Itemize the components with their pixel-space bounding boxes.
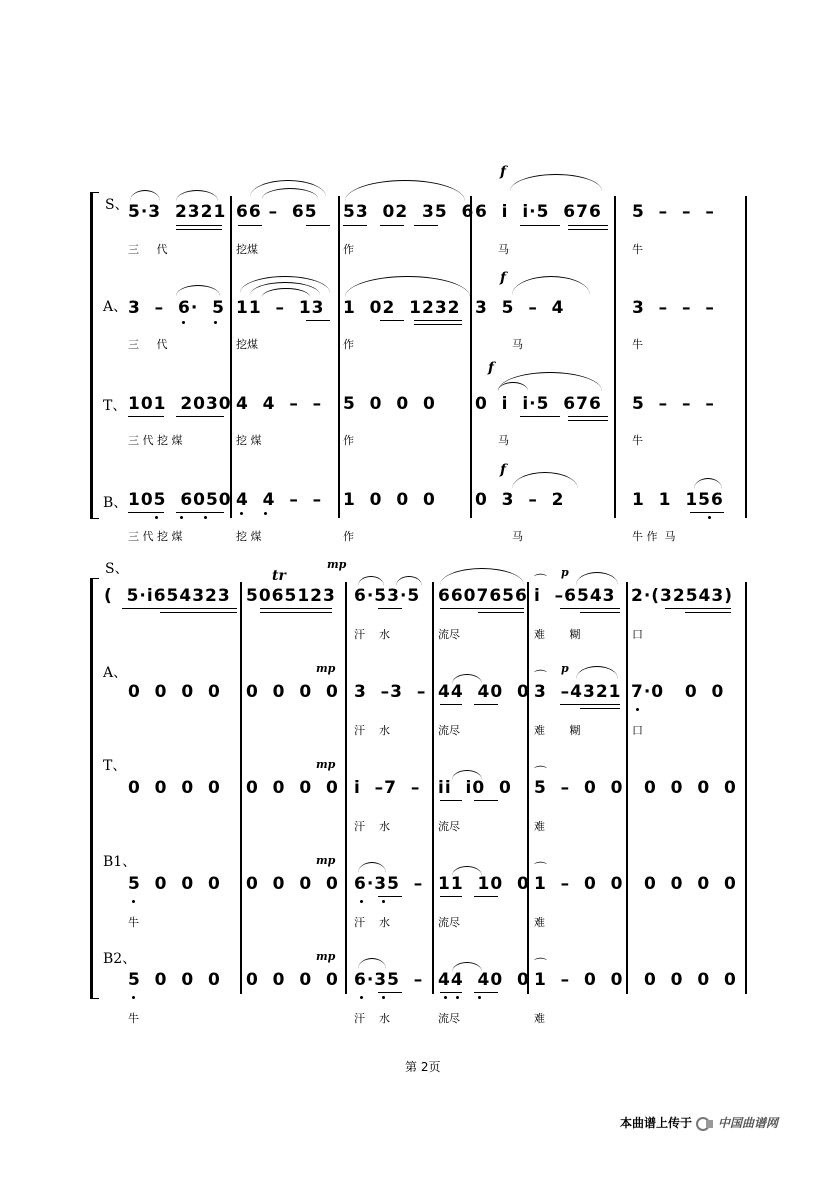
lyric: 流尽 [438,724,460,737]
octave-dot [155,516,158,519]
trill-mark: tr [272,568,286,584]
voice-label-soprano: S、 [105,197,129,213]
measure-notes: 3 –4321 [534,682,622,702]
octave-dot [636,708,639,711]
octave-dot [182,321,185,324]
system-bracket [90,192,93,518]
octave-dot [132,996,135,999]
measure-notes: 11 – 13 [236,298,325,318]
slur [452,770,482,780]
underline [568,416,608,417]
slur [452,962,482,972]
measure-notes: 6·35 – [354,874,424,894]
measure-notes: 0 0 0 0 [128,682,221,702]
dynamic-piano: p [561,662,569,675]
lyric: 汗 水 [354,628,390,641]
underline [580,612,620,613]
barline [240,582,242,994]
slur [512,276,590,295]
lyric: 三 代 挖 煤 [128,530,183,543]
octave-dot [360,996,363,999]
underline [122,608,237,609]
dynamic-mezzo-piano: mp [316,758,336,771]
barline [470,196,472,518]
underline [378,992,402,993]
lyric: 挖 煤 [236,434,262,447]
underline [560,704,620,705]
measure-notes: 3 5 – 4 [475,298,565,318]
slur [345,180,465,201]
underline [474,704,498,705]
underline [260,612,332,613]
dynamic-forte: f [500,270,507,286]
lyric: 三 代 [128,338,168,351]
underline [380,225,404,226]
octave-dot [180,516,183,519]
fermata-icon: ⌒ [534,670,548,685]
slur [452,866,482,876]
octave-dot [708,516,711,519]
measure-notes: 1 – 0 0 [534,874,624,894]
slur [358,862,386,873]
lyric: 作 [343,530,354,543]
lyric: 牛 [632,434,643,447]
underline [520,225,560,226]
octave-dot [478,996,481,999]
voice-label-alto: A、 [103,665,128,681]
lyric: 牛 [128,916,139,929]
measure-notes: 0 0 0 0 [644,970,737,990]
measure-notes: 4 4 – – [236,394,323,414]
underline [238,225,262,226]
measure-notes: 4 4 – – [236,490,323,510]
lyric: 作 [343,338,354,351]
lyric: 汗 水 [354,916,390,929]
underline [440,704,462,705]
lyric: 口 [632,628,643,641]
bracket-top [90,192,99,193]
underline [414,324,462,325]
bracket-bottom [90,518,99,519]
lyric: 难 [534,1012,545,1025]
measure-notes: 0 0 0 0 [246,778,339,798]
barline [338,196,340,518]
dynamic-mezzo-piano: mp [316,662,336,675]
voice-label-tenor: T、 [103,398,127,414]
lyric: 汗 水 [354,1012,390,1025]
underline [568,420,608,421]
dynamic-mezzo-piano: mp [316,854,336,867]
fermata-icon: ⌒ [534,958,548,973]
underline [160,612,237,613]
underline [343,225,367,226]
underline [478,612,524,613]
slur [396,576,422,586]
barline [345,582,347,994]
underline [474,992,498,993]
upload-text: 本曲谱上传于 [620,1116,693,1130]
measure-notes: 0 0 0 0 [128,778,221,798]
dynamic-piano: p [561,566,569,579]
slur [358,576,384,586]
system-bracket [90,578,93,998]
lyric: 难 [534,820,545,833]
octave-dot [360,900,363,903]
underline [260,608,332,609]
lyric: 三 代 [128,243,168,256]
barline [614,196,616,518]
page-number: 第 2页 [405,1060,441,1074]
measure-notes: 66 – 65 [236,202,318,222]
measure-notes: 6·35 – [354,970,424,990]
measure-notes: 53 02 35 6 [343,202,475,222]
dynamic-forte: f [488,360,495,376]
measure-notes: 0 0 0 0 [644,778,737,798]
lyric: 汗 水 [354,724,390,737]
lyric: 难 糊 [534,628,581,641]
measure-notes: 5 – – – [632,202,715,222]
dynamic-mezzo-piano: mp [316,950,336,963]
octave-dot [444,996,447,999]
measure-notes: 101 2030 [128,394,232,414]
measure-notes: 3 – 6· 5 [128,298,225,318]
measure-notes: 11 10 0 [438,874,530,894]
slur [176,285,220,296]
voice-label-alto: A、 [103,299,128,315]
underline [520,416,560,417]
voice-label-tenor: T、 [103,758,127,774]
underline [176,512,224,513]
underline [306,320,330,321]
lyric: 难 糊 [534,724,581,737]
voice-label-bass-2: B2、 [103,951,137,967]
lyric: 牛 [632,338,643,351]
voice-label-bass-1: B1、 [103,854,137,870]
measure-notes: 5 – 0 0 [534,778,624,798]
underline [128,416,164,417]
voice-label-bass: B、 [103,495,128,511]
lyric: 三 代 挖 煤 [128,434,183,447]
measure-notes: 44 40 0 [438,682,530,702]
underline [378,608,402,609]
underline [474,800,498,801]
lyric: 流尽 [438,916,460,929]
octave-dot [240,512,243,515]
measure-notes: i –7 – [354,778,421,798]
measure-notes: ( 5·i654323 [104,586,231,606]
underline [568,225,608,226]
site-logo-icon [696,1116,714,1130]
lyric: 口 [632,724,643,737]
measure-notes: 7·0 0 0 [631,682,725,702]
lyric: 难 [534,916,545,929]
fermata-icon: ⌒ [534,766,548,781]
measure-notes: 1 – 0 0 [534,970,624,990]
underline [440,608,524,609]
lyric: 马 [498,434,509,447]
octave-dot [132,900,135,903]
voice-label-soprano: S、 [105,561,129,577]
measure-notes: 1 02 1232 [343,298,461,318]
octave-dot [382,996,385,999]
barline [745,582,747,994]
slur [452,674,482,684]
lyric: 作 [343,434,354,447]
measure-notes: 0 3 – 2 [475,490,565,510]
underline [176,225,222,226]
lyric: 马 [512,530,523,543]
measure-notes: 1 0 0 0 [343,490,436,510]
slur [512,472,578,489]
underline [414,320,462,321]
barline [432,582,434,994]
lyric: 牛 [632,243,643,256]
underline [380,320,404,321]
measure-notes: 0 0 0 0 [246,682,339,702]
lyric: 汗 水 [354,820,390,833]
measure-notes: 6 i i·5 676 [475,202,602,222]
barline [527,582,529,994]
underline [176,229,222,230]
octave-dot [204,516,207,519]
underline [414,225,438,226]
underline [306,225,330,226]
octave-dot [264,512,267,515]
dynamic-forte: f [500,462,507,478]
measure-notes: 105 6050 [128,490,232,510]
dynamic-forte: f [500,164,507,180]
octave-dot [214,321,217,324]
lyric: 流尽 [438,1012,460,1025]
underline [580,708,620,709]
slur [510,174,602,191]
measure-notes: 2·(32543) [631,586,733,606]
measure-notes: 0 0 0 0 [246,874,339,894]
slur [576,666,618,679]
octave-dot [382,900,385,903]
barline [230,196,232,518]
slur [694,478,722,489]
measure-notes: 0 0 0 0 [644,874,737,894]
footer-credit [620,1114,778,1131]
lyric: 挖 煤 [236,530,262,543]
measure-notes: 0 0 0 0 [246,970,339,990]
slur [358,958,386,969]
measure-notes: 3 –3 – [354,682,427,702]
bracket-bottom [90,998,99,999]
lyric: 牛 [128,1012,139,1025]
measure-notes: 6·53·5 [354,586,421,606]
slur [176,190,218,201]
lyric: 流尽 [438,628,460,641]
measure-notes: 5 0 0 0 [128,874,221,894]
lyric: 马 [498,243,509,256]
measure-notes: 1 1 156 [632,490,724,510]
measure-notes: ii i0 0 [438,778,512,798]
measure-notes: 3 – – – [632,298,715,318]
measure-notes: 5·3 2321 [128,202,227,222]
measure-notes: 0 i i·5 676 [475,394,602,414]
underline [474,896,498,897]
underline [685,612,731,613]
slur [130,190,160,201]
underline [560,608,620,609]
measure-notes: 5065123 [246,586,336,606]
lyric: 牛 作 马 [632,530,676,543]
lyric: 作 [343,243,354,256]
bracket-top [90,578,99,579]
slur [576,572,618,585]
underline [690,512,724,513]
underline [665,608,731,609]
barline [745,196,747,518]
dynamic-mezzo-piano: mp [327,558,347,571]
measure-notes: 6607656 [438,586,528,606]
underline [440,896,462,897]
measure-notes: 5 0 0 0 [128,970,221,990]
barline [626,582,628,994]
measure-notes: 44 40 0 [438,970,530,990]
octave-dot [456,996,459,999]
slur [440,568,524,585]
site-name[interactable]: 中国曲谱网 [718,1116,779,1130]
lyric: 马 [512,338,523,351]
underline [440,992,462,993]
underline [128,512,164,513]
lyric: 流尽 [438,820,460,833]
measure-notes: 5 0 0 0 [343,394,436,414]
underline [176,416,224,417]
underline [440,800,462,801]
measure-notes: 5 – – – [632,394,715,414]
measure-notes: i –6543 [534,586,616,606]
underline [378,896,402,897]
slur [345,276,470,297]
lyric: 挖煤 [236,338,258,351]
fermata-icon: ⌒ [534,574,548,589]
fermata-icon: ⌒ [534,862,548,877]
underline [568,229,608,230]
lyric: 挖煤 [236,243,258,256]
